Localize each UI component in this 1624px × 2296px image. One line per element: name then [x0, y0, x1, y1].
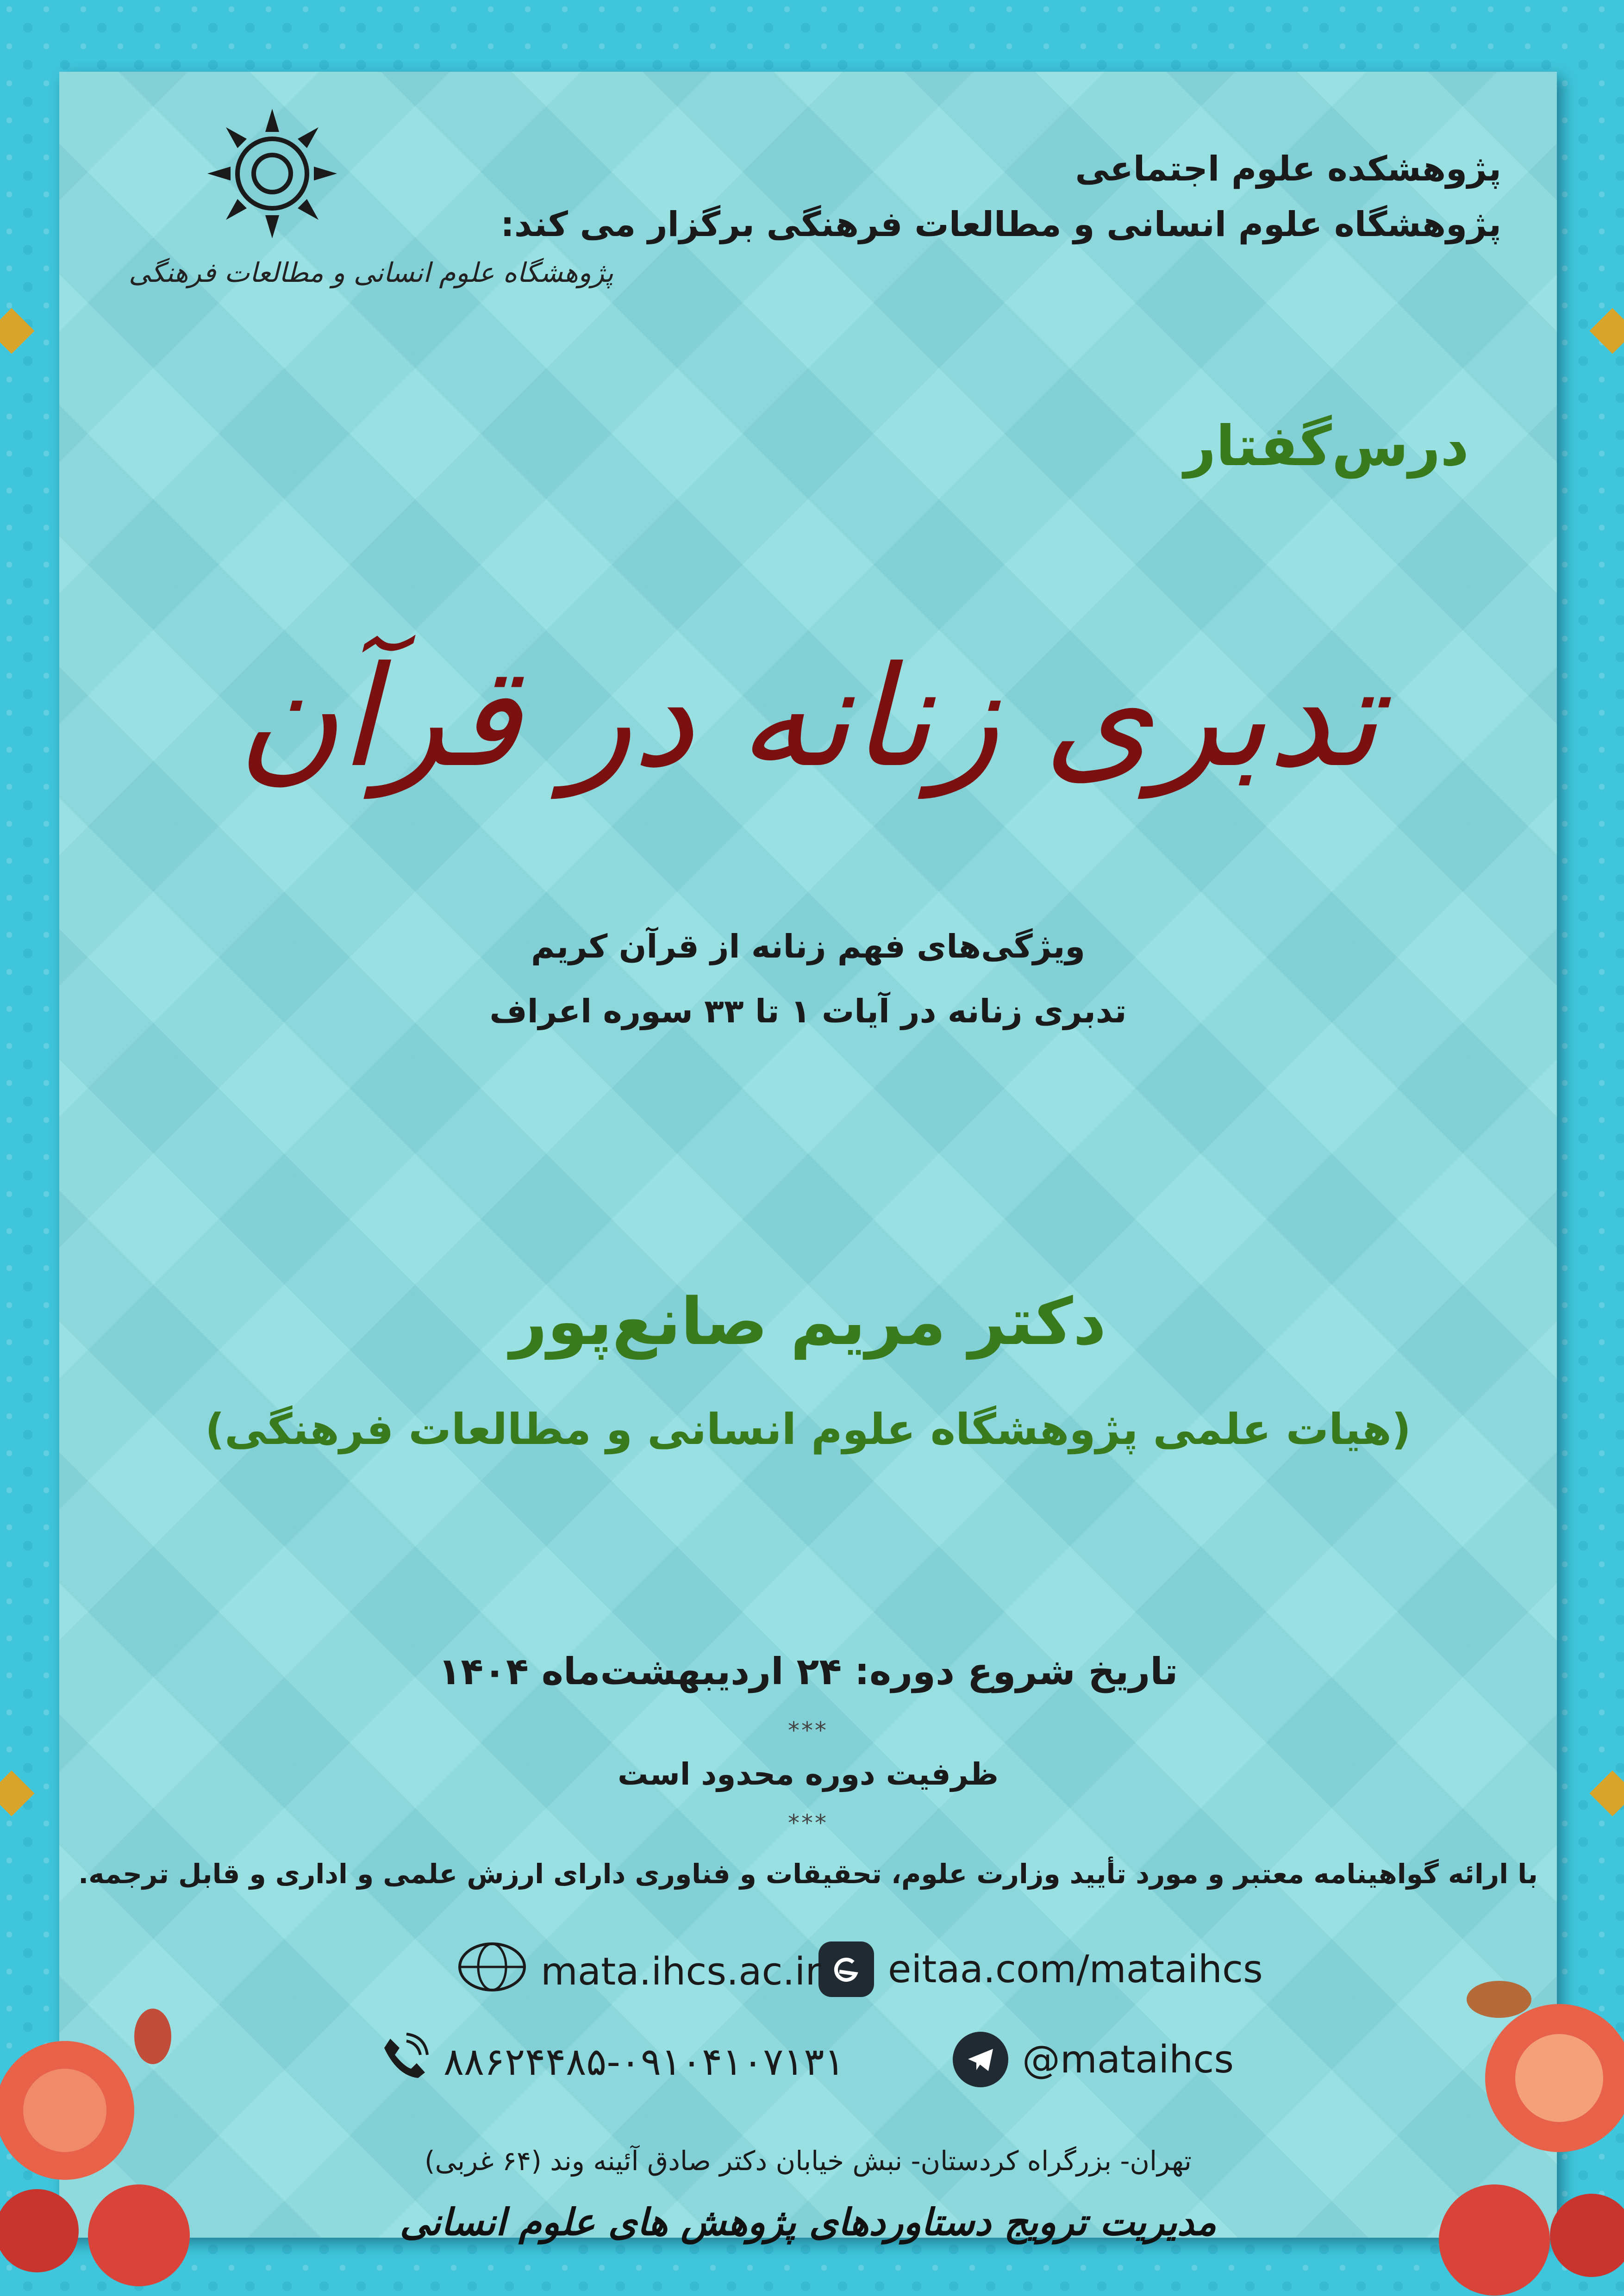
phone-numbers[interactable]: ۸۸۶۲۴۴۸۵-۰۹۱۰۴۱۰۷۱۳۱: [443, 2040, 845, 2084]
course-type: درس‌گفتار: [1184, 414, 1469, 479]
phone-icon: [379, 2032, 430, 2092]
logo-text: پژوهشگاه علوم انسانی و مطالعات فرهنگی: [129, 257, 614, 288]
eitaa-link[interactable]: eitaa.com/mataihcs: [888, 1947, 1263, 1991]
gold-ornament-icon: [0, 1771, 34, 1817]
separator: ***: [788, 1717, 828, 1744]
eitaa-icon: [818, 1941, 874, 1997]
telegram-handle[interactable]: @mataihcs: [1022, 2037, 1234, 2082]
separator: ***: [788, 1810, 828, 1836]
gold-ornament-icon: [0, 308, 34, 354]
website-contact[interactable]: [457, 1941, 821, 2002]
subtitle-line-2: تدبری زنانه در آیات ۱ تا ۳۳ سوره اعراف: [489, 992, 1127, 1030]
phone-contact[interactable]: [379, 2032, 844, 2092]
gold-ornament-icon: [1590, 308, 1624, 354]
poster-panel: [59, 72, 1557, 2244]
address: تهران- بزرگراه کردستان- نبش خیابان دکتر صادق آئینه وند (۶۴ غربی): [425, 2145, 1192, 2177]
subtitle-block: [59, 914, 1557, 1044]
subtitle-line-1: ویژگی‌های فهم زنانه از قرآن کریم: [531, 927, 1086, 965]
organizer-line-2: پژوهشگاه علوم انسانی و مطالعات فرهنگی برگزار می کند:: [500, 205, 1501, 244]
organizer-line-1: پژوهشکده علوم اجتماعی: [1075, 149, 1501, 189]
lecturer-affiliation: (هیات علمی پژوهشگاه علوم انسانی و مطالعات فرهنگی): [205, 1405, 1412, 1454]
telegram-icon: [953, 2032, 1008, 2087]
flower-decoration-icon: [1383, 1907, 1624, 2296]
institute-logo: [129, 104, 614, 363]
flower-decoration-icon: [0, 1935, 222, 2296]
website-link[interactable]: mata.ihcs.ac.ir: [541, 1949, 821, 1994]
institute-emblem-icon: [203, 104, 342, 243]
start-date: تاریخ شروع دوره: ۲۴ اردیبهشت‌ماه ۱۴۰۴: [438, 1650, 1178, 1693]
lecturer-name: دکتر مریم صانع‌پور: [510, 1284, 1106, 1360]
main-title: تدبری زنانه در قرآن: [237, 636, 1379, 798]
capacity-note: ظرفیت دوره محدود است: [618, 1756, 999, 1792]
gold-ornament-icon: [1590, 1771, 1624, 1817]
certificate-note: با ارائه گواهینامه معتبر و مورد تأیید وزارت علوم، تحقیقات و فناوری دارای ارزش علمی و اداری و قابل ترجمه.: [78, 1858, 1538, 1890]
eitaa-contact[interactable]: [818, 1941, 1263, 1997]
globe-icon: [457, 1941, 527, 2002]
organizer-block: [500, 141, 1501, 252]
telegram-contact[interactable]: [953, 2032, 1234, 2087]
footer-organizer: مدیریت ترویج دستاوردهای پژوهش های علوم انسانی: [400, 2201, 1217, 2244]
